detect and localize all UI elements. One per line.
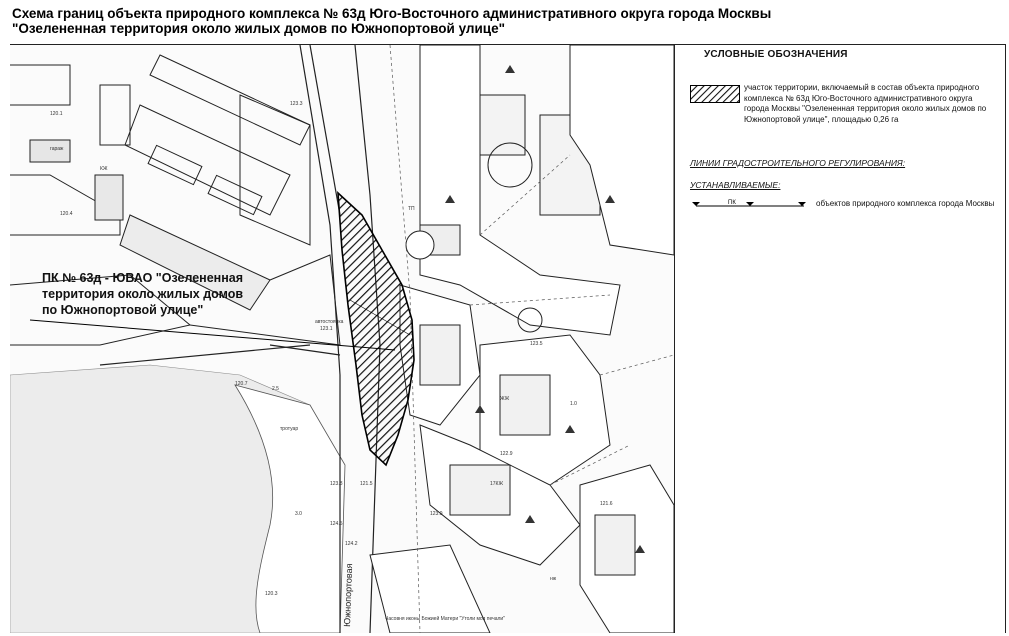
label-l1: 120.1 — [50, 111, 63, 117]
label-l4: 123.1 — [320, 326, 333, 332]
map-canvas — [10, 45, 674, 633]
pk-marker-label: ПК — [728, 200, 736, 206]
legend-title: УСЛОВНЫЕ ОБОЗНАЧЕНИЯ — [704, 49, 848, 60]
callout-line-2: территория около жилых домов — [42, 287, 244, 301]
pk-description: объектов природного комплекса города Москвы — [816, 199, 995, 208]
label-l5: 123.8 — [330, 481, 343, 487]
label-l9: 3.0 — [295, 511, 302, 517]
title-line-2: "Озелененная территория около жилых домов по Южнопортовой улице" — [12, 21, 506, 36]
established-heading: УСТАНАВЛИВАЕМЫЕ: — [690, 180, 781, 190]
label-l3: 123.3 — [290, 101, 303, 107]
hatch-swatch-icon — [690, 85, 740, 103]
label-l6: 124.5 — [330, 521, 343, 527]
frame-divider — [674, 44, 675, 633]
label-l19: ЖЖ — [500, 396, 510, 402]
label-l2: 120.4 — [60, 211, 73, 217]
label-l21: нж — [550, 576, 557, 582]
regulation-heading: ЛИНИИ ГРАДОСТРОИТЕЛЬНОГО РЕГУЛИРОВАНИЯ: — [690, 158, 906, 168]
street-label: Южнопортовая — [342, 563, 355, 628]
label-l13: 123.9 — [430, 511, 443, 517]
map-title — [12, 6, 771, 36]
label-l18: 17КЖ — [490, 481, 504, 487]
label-l24: 121.6 — [600, 501, 613, 507]
label-l7: 120.7 — [235, 381, 248, 387]
label-l17: тротуар — [280, 426, 299, 432]
site-plan-map[interactable] — [10, 45, 674, 633]
label-l25: 123.5 — [530, 341, 543, 347]
label-l8: 2.5 — [272, 386, 279, 392]
label-l14: КЖ — [100, 166, 108, 172]
label-l23: 122.9 — [500, 451, 513, 457]
label-l11: 124.2 — [345, 541, 358, 547]
label-l10: 120.3 — [265, 591, 278, 597]
label-l26: Часовня иконы Божией Матери "Утоли моя печали" — [385, 616, 505, 622]
object-callout — [42, 270, 243, 318]
pk-line-icon — [690, 198, 810, 214]
callout-line-1: ПК № 63д - ЮВАО "Озелененная — [42, 271, 244, 285]
callout-line-3: по Южнопортовой улице" — [42, 303, 204, 317]
title-line-1: Схема границ объекта природного комплекса № 63д Юго-Восточного административного округа города Москвы — [12, 6, 772, 21]
label-l22: 1.0 — [570, 401, 577, 407]
legend-panel — [676, 45, 1006, 633]
label-l12: 121.5 — [360, 481, 373, 487]
label-l16: автостоянка — [315, 319, 344, 325]
hatch-description: участок территории, включаемый в состав объекта природного комплекса № 63д Юго-Восточного административного округа города Москвы "Озелененная территория около жилых домов по Южнопортовой улице", площадью 0,26 га — [744, 83, 987, 124]
label-l15: гараж — [50, 146, 64, 152]
label-l20: ТП — [408, 206, 415, 212]
